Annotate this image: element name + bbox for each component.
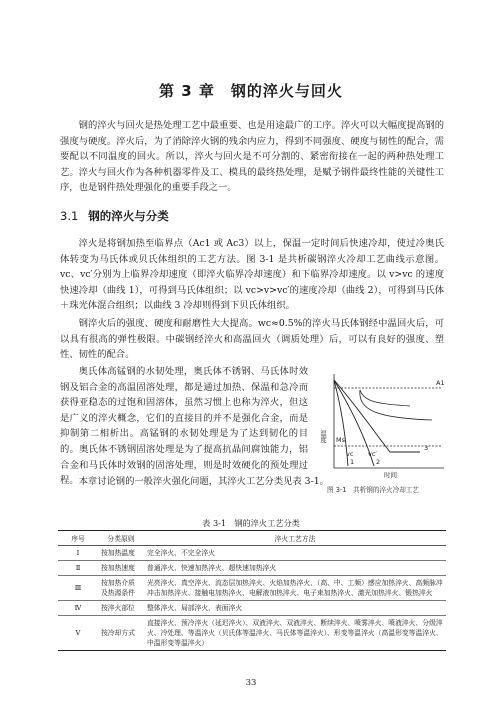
header-principle: 分类原则 <box>98 531 144 546</box>
header-index: 序号 <box>58 531 98 546</box>
quench-classification-table <box>58 530 446 651</box>
figure-caption: 图 3-1 共析钢的淬火冷却工艺 <box>327 486 419 494</box>
section-title: 钢的淬火与分类 <box>88 209 169 223</box>
row-index: Ⅱ <box>58 561 98 576</box>
cooling-curve-figure <box>320 370 448 480</box>
page-number: 33 <box>245 678 257 688</box>
table-row <box>58 601 446 616</box>
table-row <box>58 561 446 576</box>
fig-curve-3-label: 3 <box>424 444 429 452</box>
row-principle: 按加热温度 <box>98 546 144 561</box>
row-principle: 按冷却方式 <box>98 616 144 651</box>
cooling-curve-3 <box>334 380 420 452</box>
fig-curve-2-label: 2 <box>376 458 381 466</box>
fig-ms-label: Ms <box>336 436 345 444</box>
row-index: Ⅲ <box>58 576 98 601</box>
paragraph-1: 淬火是将钢加热至临界点（Ac1 或 Ac3）以上，保温一定时间后快速冷却，使过冷奥氏体转变为马氏体或贝氏体组织的工艺方法。图 3-1 是共析碳钢淬火冷却工艺曲线示意图。vc、vc′分别为上临界冷却速度（即淬火临界冷却速度）和下临界冷却速度。以 v>vc 的速度快速冷却（曲线 1），可得到马氏体组织；以 vc>v>vc′的速度冷却（曲线 2），可得到马氏体＋珠光体混合组织；以曲线 3 冷却则得到下贝氏体组织。 <box>60 238 444 312</box>
table-caption: 表 3-1 钢的淬火工艺分类 <box>202 518 300 528</box>
fig-y-label: 温度 <box>319 430 327 443</box>
paragraph-4: 本章讨论钢的一般淬火强化问题，其淬火工艺分类见表 3-1。 <box>78 476 329 487</box>
table-row <box>58 616 446 651</box>
row-method: 普通淬火、快速加热淬火、超快速加热淬火 <box>144 561 446 576</box>
fig-x-label: 时间 <box>384 471 397 479</box>
row-index: Ⅰ <box>58 546 98 561</box>
fig-vc-label: vc <box>346 450 354 458</box>
row-index: Ⅳ <box>58 601 98 616</box>
header-method: 淬火工艺方法 <box>144 531 446 546</box>
row-method: 完全淬火、不完全淬火 <box>144 546 446 561</box>
intro-paragraph: 钢的淬火与回火是热处理工艺中最重要、也是用途最广的工序。淬火可以大幅度提高钢的强度与硬度。淬火后，为了消除淬火钢的残余内应力，得到不同强度、硬度与韧性的配合，需要配以不同温度的回火。所以，淬火与回火是不可分割的、紧密衔接在一起的两种热处理工艺。淬火与回火作为各种机器零件及工、模具的最终热处理，是赋予钢件最终性能的关键性工序，也是钢件热处理强化的重要手段之一。 <box>60 120 444 194</box>
row-method: 直接淬火、预冷淬火（延迟淬火）、双液淬火、双液淬火、断续淬火、喷雾淬火、喷液淬火、分级淬火、冷处理、等温淬火（贝氏体等温淬火、马氏体等温淬火）、形变等温淬火（高温形变等温淬火、中温形变等温淬火） <box>144 616 446 651</box>
fig-a1-label: A1 <box>436 379 445 387</box>
row-principle: 按加热介质及热源条件 <box>98 576 144 601</box>
paragraph-3: 奥氏体高锰钢的水韧处理，奥氏体不锈钢、马氏体时效钢及铝合金的高温固溶处理，都是通过加热、保温和急冷而获得亚稳态的过饱和固溶体，虽然习惯上也称为淬火，但这是广义的淬火概念，它们的直接目的并不是强化合金，而是抑制第二相析出。高锰钢的水韧处理是为了达到韧化的目的。奥氏体不锈钢固溶处理是为了提高抗晶间腐蚀能力，铝合金和马氏体时效钢的固溶处理，则是时效硬化的预处理过程。 <box>60 366 308 487</box>
row-principle: 按加热速度 <box>98 561 144 576</box>
row-index: Ⅴ <box>58 616 98 651</box>
paragraph-2: 钢淬火后的强度、硬度和耐磨性大大提高。wc≈0.5%的淬火马氏体钢经中温回火后，可以具有很高的弹性极限。中碳钢经淬火和高温回火（调质处理）后，可以有良好的强度、塑性、韧性的配合。 <box>60 318 444 361</box>
section-heading <box>60 208 169 224</box>
row-method: 光亮淬火、真空淬火、流态层加热淬火、火焰加热淬火、（高、中、工频）感应加热淬火、高频脉冲冲击加热淬火、接触电加热淬火、电解液加热淬火、电子束加热淬火、激光加热淬火、锻热淬火 <box>144 576 446 601</box>
table-row <box>58 576 446 601</box>
chapter-title: 第 3 章 钢的淬火与回火 <box>159 82 343 100</box>
row-method: 整体淬火、局部淬火、表面淬火 <box>144 601 446 616</box>
fig-curve-1-label: 1 <box>350 458 355 466</box>
c-curve-start <box>360 390 410 406</box>
row-principle: 按淬火部位 <box>98 601 144 616</box>
fig-vc-prime-label: vc′ <box>368 450 377 458</box>
section-number: 3.1 <box>60 209 79 223</box>
table-row <box>58 546 446 561</box>
table-header-row <box>58 531 446 546</box>
